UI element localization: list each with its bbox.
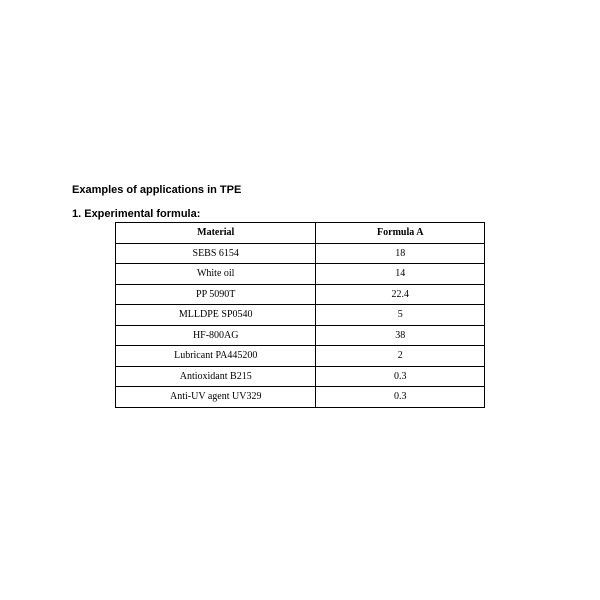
formula-a-cell: 5 (316, 305, 485, 326)
table-row (116, 366, 485, 387)
section-heading: 1. Experimental formula: (72, 208, 201, 220)
table-row (116, 264, 485, 285)
material-cell: White oil (116, 264, 316, 285)
material-cell: MLLDPE SP0540 (116, 305, 316, 326)
formula-a-cell: 2 (316, 346, 485, 367)
material-cell: Anti-UV agent UV329 (116, 387, 316, 408)
table-row (116, 305, 485, 326)
table-header-row (116, 223, 485, 244)
formula-a-cell: 0.3 (316, 387, 485, 408)
document-title: Examples of applications in TPE (72, 184, 242, 196)
table-row (116, 243, 485, 264)
table-row (116, 325, 485, 346)
table-row (116, 284, 485, 305)
column-header-formula-a: Formula A (316, 223, 485, 244)
table-row (116, 346, 485, 367)
material-cell: Lubricant PA445200 (116, 346, 316, 367)
formula-a-cell: 38 (316, 325, 485, 346)
table-row (116, 387, 485, 408)
material-cell: HF-800AG (116, 325, 316, 346)
formula-a-cell: 18 (316, 243, 485, 264)
formula-a-cell: 0.3 (316, 366, 485, 387)
material-cell: PP 5090T (116, 284, 316, 305)
formula-a-cell: 22.4 (316, 284, 485, 305)
material-cell: Antioxidant B215 (116, 366, 316, 387)
material-cell: SEBS 6154 (116, 243, 316, 264)
formula-table (115, 222, 485, 408)
formula-a-cell: 14 (316, 264, 485, 285)
column-header-material: Material (116, 223, 316, 244)
